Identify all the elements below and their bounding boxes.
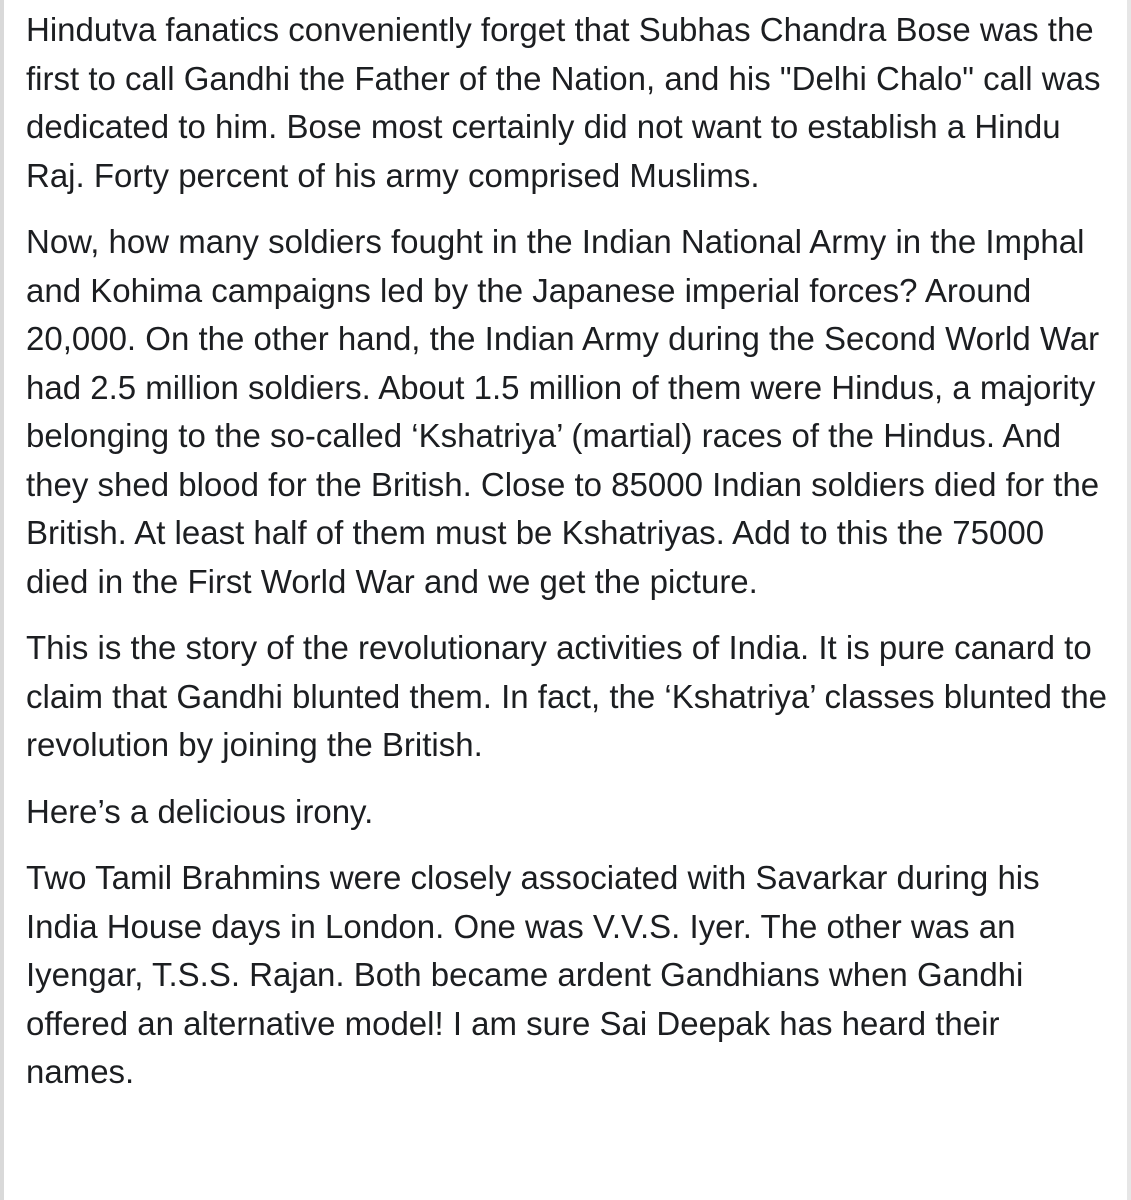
paragraph-revolutionary-activities: This is the story of the revolutionary activities of India. It is pure canard to claim that Gandhi blunted them. In fact, the ‘Kshatriya’ classes blunted the revolution by joining the British. bbox=[26, 629, 1108, 763]
paragraph-bose: Hindutva fanatics conveniently forget that Subhas Chandra Bose was the first to call Gandhi the Father of the Nation, and his "Delhi Chalo" call was dedicated to him. Bose most certainly did not want to establish a Hindu Raj. Forty percent of his army comprised Muslims. bbox=[26, 11, 1101, 194]
left-border bbox=[0, 0, 4, 1200]
paragraph-tamil-brahmins: Two Tamil Brahmins were closely associated with Savarkar during his India House days in London. One was V.V.S. Iyer. The other was an Iyengar, T.S.S. Rajan. Both became ardent Gandhians when Gandhi offered an alternative model! I am sure Sai Deepak has heard their names. bbox=[26, 859, 1040, 1090]
paragraph-irony: Here’s a delicious irony. bbox=[26, 792, 374, 830]
paragraph-ina-soldiers: Now, how many soldiers fought in the Indian National Army in the Imphal and Kohima campaigns led by the Japanese imperial forces? Around 20,000. On the other hand, the Indian Army during the Second World War had 2.5 million soldiers. About 1.5 million of them were Hindus, a majority belonging to the so-called ‘Kshatriya’ (martial) races of the Hindus. And they shed blood for the British. Close to 85000 Indian soldiers died for the British. At least half of them must be Kshatriyas. Add to this the 75000 died in the First World War and we get the picture. bbox=[26, 223, 1100, 600]
post-body bbox=[26, 6, 1111, 1097]
right-border bbox=[1127, 0, 1131, 1200]
